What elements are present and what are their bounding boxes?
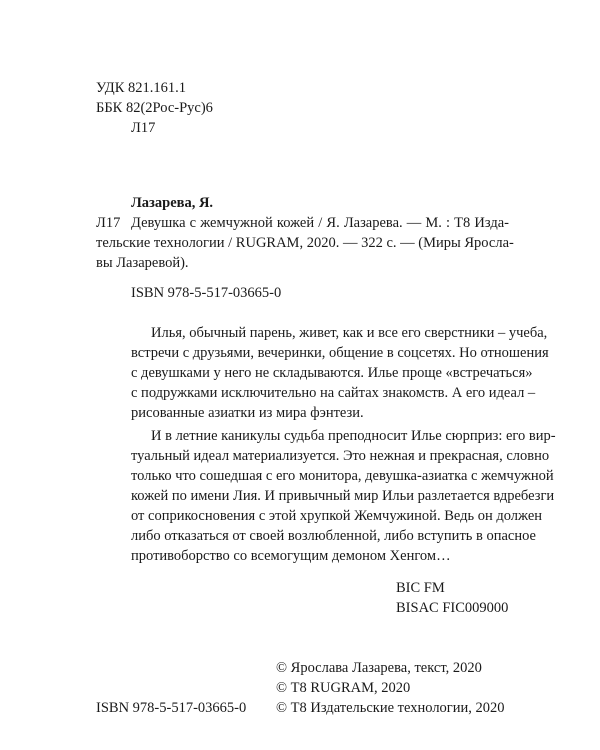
footer-isbn: ISBN 978-5-517-03665-0 xyxy=(96,700,247,716)
author-mark: Л17 xyxy=(131,120,156,136)
annotation-p2-line-6: либо отказаться от своей возлюбленной, либо вступить в опасное xyxy=(131,528,536,544)
bibliographic-mark: Л17 xyxy=(96,215,121,231)
annotation-p1-line-4: с подружками исключительно на сайтах знакомств. А его идеал – xyxy=(131,385,536,401)
annotation-p2-line-4: кожей по имени Лия. И привычный мир Ильи разлетается вдребезги xyxy=(131,488,555,504)
bic-code: BIC FM xyxy=(396,580,445,596)
annotation-p2-line-1: И в летние каникулы судьба преподносит Илье сюрприз: его вир- xyxy=(151,428,556,444)
udk-code: УДК 821.161.1 xyxy=(96,80,186,96)
copyright-publisher: © Т8 Издательские технологии, 2020 xyxy=(276,700,505,716)
annotation-p2-line-2: туальный идеал материализуется. Это нежная и прекрасная, словно xyxy=(131,448,550,464)
isbn-record: ISBN 978-5-517-03665-0 xyxy=(131,285,282,301)
annotation-p1-line-5: рисованные азиатки из мира фэнтези. xyxy=(131,405,364,421)
bisac-code: BISAC FIC009000 xyxy=(396,600,509,616)
bibliographic-line-2: тельские технологии / RUGRAM, 2020. — 322 с. — (Миры Яросла- xyxy=(96,235,514,251)
annotation-p1-line-2: встречи с друзьями, вечеринки, общение в соцсетях. Но отношения xyxy=(131,345,549,361)
annotation-p2-line-5: от соприкосновения с этой хрупкой Жемчужиной. Ведь он должен xyxy=(131,508,543,524)
annotation-p2-line-7: противоборство со всемогущим демоном Хенгом… xyxy=(131,548,451,564)
annotation-p1-line-1: Илья, обычный парень, живет, как и все его сверстники – учеба, xyxy=(151,325,548,341)
annotation-p1-line-3: с девушками у него не складываются. Илье проще «встречаться» xyxy=(131,365,533,381)
annotation-p2-line-3: только что сошедшая с его монитора, девушка-азиатка с жемчужной xyxy=(131,468,554,484)
bbk-code: ББК 82(2Рос-Рус)6 xyxy=(96,100,213,116)
copyright-author: © Ярослава Лазарева, текст, 2020 xyxy=(276,660,482,676)
copyright-rugram: © Т8 RUGRAM, 2020 xyxy=(276,680,411,696)
author-name: Лазарева, Я. xyxy=(131,195,214,211)
bibliographic-line-3: вы Лазаревой). xyxy=(96,255,189,271)
bibliographic-line-1: Девушка с жемчужной кожей / Я. Лазарева. — М. : Т8 Изда- xyxy=(131,215,509,231)
